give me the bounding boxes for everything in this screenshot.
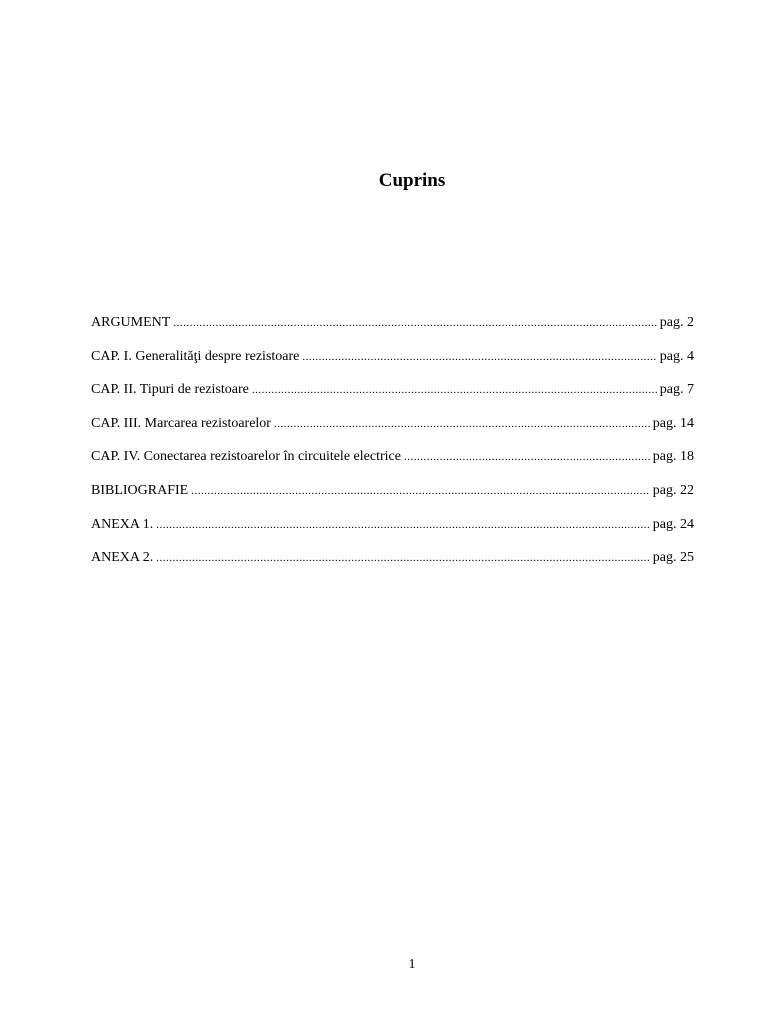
toc-entry-label: BIBLIOGRAFIE (91, 482, 189, 498)
toc-dot-leader (191, 481, 650, 501)
toc-entry-label: CAP. I. Generalităţi despre rezistoare (91, 348, 300, 364)
toc-entry-anexa-1 (91, 515, 694, 549)
toc-entry-argument (91, 313, 694, 347)
toc-entry-page: pag. 4 (659, 348, 694, 364)
toc-dot-leader (252, 380, 657, 400)
toc-entry-page: pag. 25 (652, 550, 694, 566)
table-of-contents (91, 313, 694, 582)
toc-entry-cap-4 (91, 447, 694, 481)
page-title: Cuprins (378, 170, 446, 191)
toc-entry-label: ARGUMENT (91, 315, 171, 330)
toc-entry-anexa-2 (91, 548, 694, 582)
toc-entry-label: ANEXA 1. (91, 516, 154, 532)
toc-dot-leader (274, 414, 650, 434)
toc-entry-page: pag. 18 (652, 449, 694, 465)
toc-entry-page: pag. 2 (659, 315, 694, 330)
toc-dot-leader (302, 347, 656, 367)
page-number: 1 (408, 957, 416, 972)
toc-entry-page: pag. 7 (659, 382, 694, 398)
toc-entry-label: CAP. IV. Conectarea rezistoarelor în circuitele electrice (91, 449, 401, 465)
toc-entry-cap-3 (91, 414, 694, 448)
toc-entry-page: pag. 14 (652, 415, 694, 431)
toc-dot-leader (156, 515, 650, 535)
toc-entry-page: pag. 24 (652, 516, 694, 532)
toc-entry-label: CAP. III. Marcarea rezistoarelor (91, 415, 271, 431)
toc-dot-leader (404, 447, 650, 467)
toc-dot-leader (156, 548, 650, 568)
toc-entry-page: pag. 22 (652, 482, 694, 498)
toc-entry-label: ANEXA 2. (91, 550, 154, 566)
toc-entry-cap-2 (91, 380, 694, 414)
toc-entry-bibliografie (91, 481, 694, 515)
toc-entry-cap-1 (91, 347, 694, 381)
toc-dot-leader (173, 313, 656, 333)
toc-entry-label: CAP. II. Tipuri de rezistoare (91, 382, 249, 398)
